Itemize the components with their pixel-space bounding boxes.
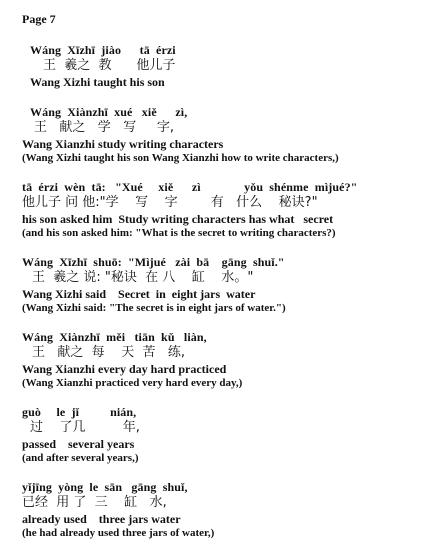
translation-line: (Wang Xizhi said: "The secret is in eight jars of water.") — [22, 302, 286, 314]
translation-line: (Wang Xizhi taught his son Wang Xianzhi how to write characters,) — [22, 152, 339, 164]
pinyin-line: tā érzi wèn tā: "Xué xiě zì yǒu shénme mìjué?" — [22, 180, 358, 194]
gloss-line: already used three jars water — [22, 512, 181, 526]
hanzi-line: 已经 用 了 三 缸 水, — [22, 495, 167, 510]
gloss-line: passed several years — [22, 437, 135, 451]
pinyin-line: Wáng Xīzhī shuō: "Mìjué zài bā gāng shuǐ." — [22, 255, 285, 269]
hanzi-line: 王 献之 每 天 苦 练, — [32, 345, 185, 360]
pinyin-line: Wáng Xiànzhī xué xiě zì, — [30, 105, 188, 119]
translation-line: (and after several years,) — [22, 452, 139, 464]
gloss-line: Wang Xianzhi every day hard practiced — [22, 362, 227, 376]
pinyin-line: yǐjīng yòng le sān gāng shuǐ, — [22, 480, 188, 494]
gloss-line: Wang Xianzhi study writing characters — [22, 137, 224, 151]
translation-line: (Wang Xianzhi practiced very hard every day,) — [22, 377, 243, 389]
hanzi-line: 王 献之 学 写 字, — [34, 120, 174, 135]
gloss-line: his son asked him Study writing characters has what secret — [22, 212, 334, 226]
page-number: Page 7 — [22, 12, 56, 26]
translation-line: (he had already used three jars of water,) — [22, 527, 215, 539]
hanzi-line: 王 羲之 教 他儿子 — [43, 58, 176, 73]
hanzi-line: 过 了几 年, — [30, 420, 140, 435]
pinyin-line: guò le jǐ nián, — [22, 405, 137, 419]
pinyin-line: Wáng Xīzhī jiào tā érzi — [30, 43, 176, 57]
gloss-line: Wang Xizhi taught his son — [30, 75, 165, 89]
pinyin-line: Wáng Xiànzhī měi tiān kǔ liàn, — [22, 330, 207, 344]
hanzi-line: 王 羲之 说: "秘诀 在 八 缸 水。" — [32, 270, 254, 285]
gloss-line: Wang Xizhi said Secret in eight jars water — [22, 287, 256, 301]
translation-line: (and his son asked him: "What is the secret to writing characters?) — [22, 227, 336, 239]
hanzi-line: 他儿子 问 他:"学 写 字 有 什么 秘诀?" — [22, 195, 318, 210]
